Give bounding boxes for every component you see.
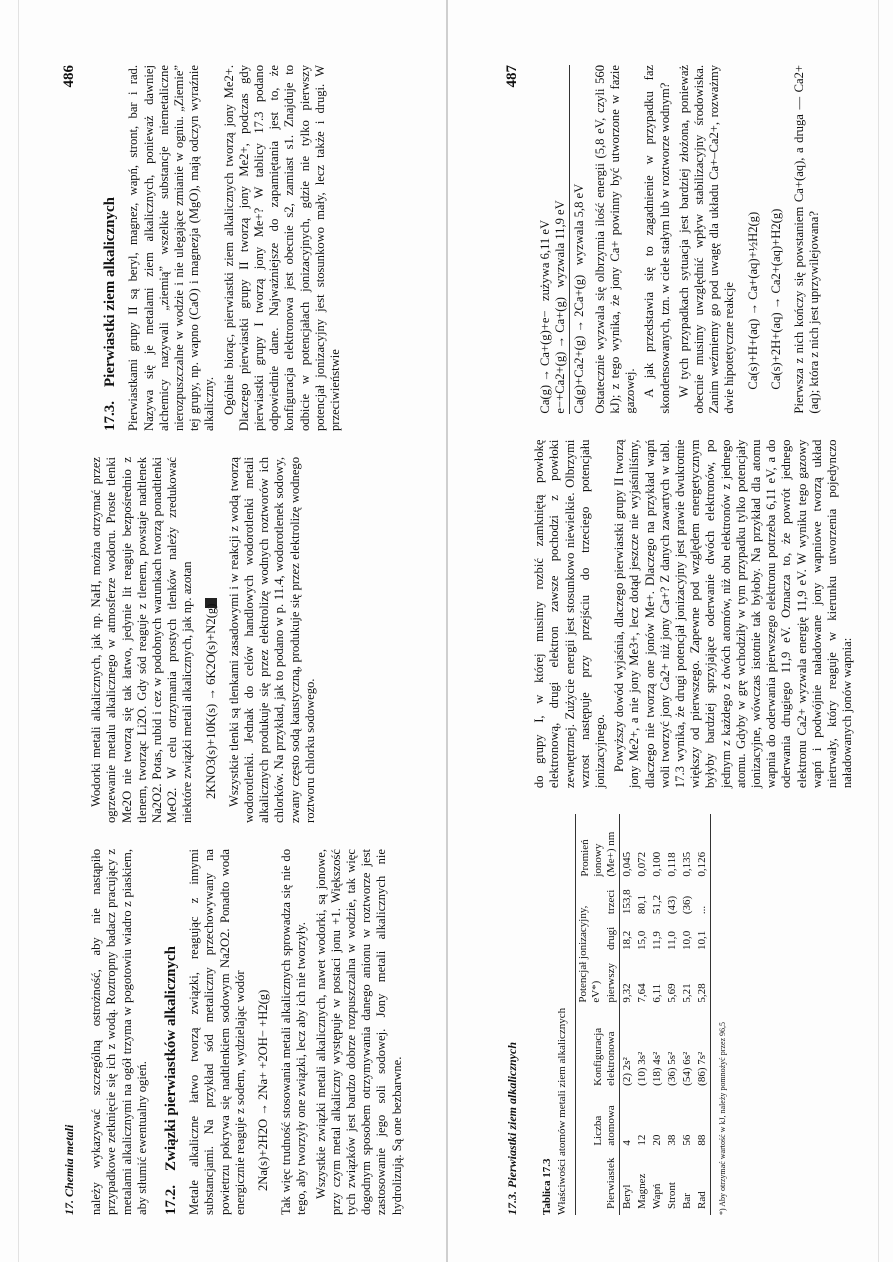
table-header: Pierwiastek <box>604 1157 617 1209</box>
table-row <box>680 814 695 1215</box>
column-2 <box>89 457 409 823</box>
table-cell: Stront <box>665 1182 678 1209</box>
table-cell: Wapń <box>650 1183 663 1209</box>
table-body <box>619 814 710 1215</box>
equation: 2Na(s)+2H2O → 2Na+ +2OH− +H2(g) <box>256 989 271 1191</box>
table-cell: 12 <box>635 1134 648 1146</box>
table-cell: 5,21 <box>680 983 693 1003</box>
table-cell: Rad <box>695 1191 708 1209</box>
table-cell: 11,9 <box>650 931 663 950</box>
table-cell: 10,0 <box>680 930 693 950</box>
table-cell: (18) 4s² <box>650 1051 663 1086</box>
table-cell: (54) 6s² <box>680 1051 693 1086</box>
page-edge-left <box>18 0 19 1262</box>
paragraph: Tak więc trudność stosowania metali alkalicznych sprowadza się nie do tego, aby tworzyły one związki, lecz aby ich nie tworzyły. <box>279 849 309 1215</box>
paragraph: Powyższy dowód wyjaśnia, dlaczego pierwiastki grupy II tworzą jony Me2+, a nie jony Me3+, lecz dotąd jeszcze nie wyjaśniliśmy, dlaczego nie tworzą one jonów Me+. Dlaczego na przykład wapń woli tworzyć jony Ca2+ niż jony Ca+? Z danych zawartych w tabl. 17.3 wynika, że drugi potencjał jonizacyjny jest prawie dwukrotnie większy od pierwszego. Zapewne pod względem energetycznym byłyby bardziej sprzyjające oderwanie dwóch elektronów, po jednym z każdego z dwóch atomów, niż obu elektronów z jednego atomu. Gdyby w grę wchodziły w tym przypadku tylko potencjały jonizacyjne, wówczas istotnie tak byłoby. Na przykład dla atomu wapnia do oderwania pierwszego elektronu potrzeba 6,11 eV, a do oderwania drugiego 11,9 eV. Oznacza to, że powrót jednego elektronu Ca2+ wyzwala energię 11,9 eV. W wyniku tego gazowy wapń i podwójnie naładowane jony wapniowe tworzą układ nietrwały, który reaguje w kierunku utworzenia pojedynczo naładowanych jonów wapnia: <box>612 439 855 789</box>
table-cell: 0,118 <box>665 852 678 877</box>
section-title: Pierwiastki ziem alkalicznych <box>102 197 119 387</box>
paragraph: A jak przedstawia się to zagadnienie w przypadku faz skondensowanych, tzn. w ciele stałym lub w roztworze wodnym? <box>642 64 672 414</box>
table-cell: 9,32 <box>620 983 633 1003</box>
table-cell: (36) 5s² <box>665 1051 678 1086</box>
table-row <box>650 814 665 1215</box>
table-cell: (2) 2s² <box>620 1057 633 1086</box>
running-head <box>505 65 520 1215</box>
paragraph: do grupy I, w której musimy rozbić zamkniętą powłokę elektronową, drugi elektron zawsze pochodzi z powłoki zewnętrznej. Zużycie energii jest stosunkowo niewielkie. Olbrzymi wzrost następuje przy przejściu do trzeciego potencjału jonizacyjnego. <box>532 439 608 789</box>
table-cell: 5,69 <box>665 983 678 1003</box>
paragraph: Ostatecznie wyzwala się olbrzymia ilość energii (5,8 eV, czyli 560 kJ); z tego wynika, że jony Ca+ powinny być utworzone w fazie gazowej. <box>592 64 638 414</box>
table-row <box>619 814 635 1215</box>
page-edge-right <box>878 0 879 1262</box>
equation: Ca(s)+H+(aq) → Ca+(aq)+½H2(g) <box>745 211 760 390</box>
paragraph: Wodorki metali alkalicznych, jak np. NaH, można otrzymać przez ogrzewanie metalu alkalicznego w atmosferze wodoru. Proste tlenki Me2O nie tworzą się tak łatwo, jedynie lit reaguje bezpośrednio z tlenem, tworząc Li2O. Gdy sód reaguje z tlenem, powstaje nadtlenek Na2O2. Potas, rubid i cez w podobnych warunkach tworzą ponadtlenki MeO2. W celu otrzymania prostych tlenków należy zredukować niektóre związki metali alkalicznych, jak np. azotan <box>89 457 195 823</box>
section-heading-17-2 <box>164 849 179 1215</box>
reaction-energy: wyzwala 5,8 eV <box>571 183 586 266</box>
table-cell: 88 <box>695 1134 708 1146</box>
table-cell: 0,126 <box>695 851 708 877</box>
table-header: Liczba atomowa <box>591 1105 617 1146</box>
table-cell: 80,1 <box>635 894 648 915</box>
table-cell: (36) <box>680 895 693 915</box>
column-3 <box>532 65 859 414</box>
page-486 <box>62 65 427 1215</box>
table-cell: 38 <box>665 1134 678 1146</box>
table-cell: 6,11 <box>650 983 663 1003</box>
page-487 <box>504 64 855 1215</box>
table-header: Konfiguracja elektronowa <box>591 1027 617 1086</box>
properties-table <box>575 814 711 1215</box>
table-cell: 56 <box>680 1134 693 1146</box>
paragraph: należy wykazywać szczególną ostrożność, aby nie nastąpiło przypadkowe zetknięcie się ich z wodą. Roztropny badacz pracujący z metalami alkalicznymi na ogół trzyma w pogotowiu wiadro z piaskiem, aby stłumić ewentualny ogień. <box>89 849 149 1215</box>
table-subheader: drugi <box>604 926 617 950</box>
column-2 <box>532 440 859 789</box>
table-row <box>665 814 680 1215</box>
table-cell: 4 <box>620 1140 633 1146</box>
table-cell: 7,64 <box>635 983 648 1003</box>
table-cell: (86) 7s² <box>695 1051 708 1086</box>
paragraph: W tych przypadkach sytuacja jest bardziej złożona, ponieważ obecnie musimy uwzględnić wpływ stabilizacyjny środowiska. Zanim weźmiemy go pod uwagę dla układu Ca+–Ca2+, rozważmy dwie hipotetyczne reakcje <box>676 64 737 414</box>
table-cell: 18,2 <box>620 930 633 950</box>
table-header: Potencjał jonizacyjny, eV*) <box>576 905 602 1003</box>
table-subheader: pierwszy <box>604 962 617 1003</box>
table-row <box>695 814 711 1215</box>
table-cell: 0,100 <box>650 851 663 877</box>
paragraph: Wszystkie związki metali alkalicznych, nawet wodorki, są jonowe, przy czym metal alkaliczny występuje w postaci jonu +1. Większość tych związków jest bardzo dobrze rozpuszczalna w wodzie, tak więc dogodnym sposobem otrzymywania danego anionu w roztworze jest zastosowanie jego soli sodowej. Jony metali alkalicznych nie hydrolizują. Są one bezbarwne. <box>313 849 404 1215</box>
running-head <box>62 65 77 1215</box>
table-cell: ... <box>695 905 708 915</box>
reaction-energy: wyzwala 11,9 eV <box>553 200 568 288</box>
table-cell: (43) <box>665 895 678 915</box>
table-label: Tablica 17.3 <box>541 1158 554 1215</box>
table-subheader: trzeci <box>604 889 617 915</box>
table-footnote: *) Aby otrzymać wartość w kJ, należy pomnożyć przez 96,5 <box>717 1021 727 1215</box>
table-title: Właściwości atomów metali ziem alkalicznych <box>556 1007 569 1215</box>
table-cell: (10) 3s² <box>635 1051 648 1086</box>
paragraph: Pierwsza z nich kończy się powstaniem Ca+(aq), a druga — Ca2+(aq); która z nich jest uprzywilejowana? <box>792 64 822 414</box>
table-cell: 11,0 <box>665 931 678 950</box>
table-cell: Bar <box>680 1193 693 1209</box>
column-1 <box>89 849 409 1215</box>
section-number: 17.2. <box>163 1185 180 1215</box>
table-row <box>635 814 650 1215</box>
table-cell: Magnez <box>635 1173 648 1209</box>
table-cell: Beryl <box>620 1184 633 1209</box>
reaction: e−+Ca2+(g) → Ca+(g) <box>553 297 568 414</box>
equation: 2KNO3(s)+10K(s) → 6K2O(s)+N2(g) <box>203 603 218 799</box>
section-number: 17.3. <box>102 401 119 431</box>
table-caption <box>540 814 570 1215</box>
section-title: Związki pierwiastków alkalicznych <box>163 945 180 1171</box>
paragraph: Pierwiastkami grupy II są beryl, magnez, wapń, stront, bar i rad. Nazywa się je metalami ziem alkalicznych, ponieważ dawniej alchemicy nazywali „ziemią” wszelkie substancje niemetaliczne nierozpuszczalne w wodzie i nie ulegające zmianie w ogniu. „Ziemie” tej grupy, np. wapno (CaO) i magnezja (MgO), mają odczyn wyraźnie alkaliczny. <box>126 65 217 431</box>
column-1 <box>532 814 859 1215</box>
book-fold <box>446 0 448 1262</box>
running-title: 17.3. Pierwiastki ziem alkalicznych <box>505 1042 519 1215</box>
reaction-energy: zużywa 6,11 eV <box>538 219 553 301</box>
reaction-scheme <box>538 65 587 414</box>
paragraph: Wszystkie tlenki są tlenkami zasadowymi i w reakcji z wodą tworzą wodorotlenki. Jednak do celów handlowych wodorotlenki metali alkalicznych produkuje się przez elektrolizę wodnych roztworów ich chlorków. Na przykład, jak to podano w p. 11.4, wodorotlenek sodowy, zwany często sodą kaustyczną, produkuje się przez elektrolizę wodnego roztworu chlorku sodowego. <box>226 457 317 823</box>
page-number: 487 <box>504 65 520 88</box>
reaction: Ca(g)+Ca2+(g) → 2Ca+(g) <box>571 274 586 414</box>
table-cell: 15,0 <box>635 930 648 950</box>
table-cell: 20 <box>650 1134 663 1146</box>
section-heading-17-3 <box>103 65 118 431</box>
table-cell: 0,045 <box>620 851 633 877</box>
column-3 <box>89 65 409 431</box>
reaction: Ca(g) → Ca+(g)+e− <box>538 310 553 414</box>
running-title: 17. Chemia metali <box>62 1124 76 1215</box>
table-cell: 0,072 <box>635 851 648 877</box>
table-cell: 5,28 <box>695 983 708 1003</box>
table-cell: 0,135 <box>680 851 693 877</box>
table-cell: 153,8 <box>620 889 633 915</box>
paragraph: Metale alkaliczne łatwo tworzą związki, reagując z innymi substancjami. Na przykład sód metaliczny przechowywany na powietrzu pokrywa się nadtlenkiem sodowym Na2O2. Ponadto woda energicznie reaguje z sodem, wydzielając wodór <box>187 849 247 1215</box>
table-header: Promień jonowy (Me+) nm <box>578 831 617 877</box>
table-cell: 51,2 <box>650 894 663 915</box>
equation: Ca(s)+2H+(aq) → Ca2+(aq)+H2(g) <box>768 208 783 390</box>
paragraph: Ogólnie biorąc, pierwiastki ziem alkalicznych tworzą jony Me2+. Dlaczego pierwiastki grupy II tworzą jony Me2+, podczas gdy pierwiastki grupy I tworzą jony Me+? W tablicy 17.3 podano odpowiednie dane. Najważniejsze do zapamiętania jest to, że konfiguracja elektronowa jest obecnie s2, zamiast s1. Znajduje to odbicie w potencjałach jonizacyjnych, gdzie nie tylko pierwszy potencjał jonizacyjny jest stosunkowo mały, lecz także i drugi. W przeciwieństwie <box>221 65 343 431</box>
page-number: 486 <box>61 65 77 88</box>
table-cell: 10,1 <box>695 930 708 950</box>
